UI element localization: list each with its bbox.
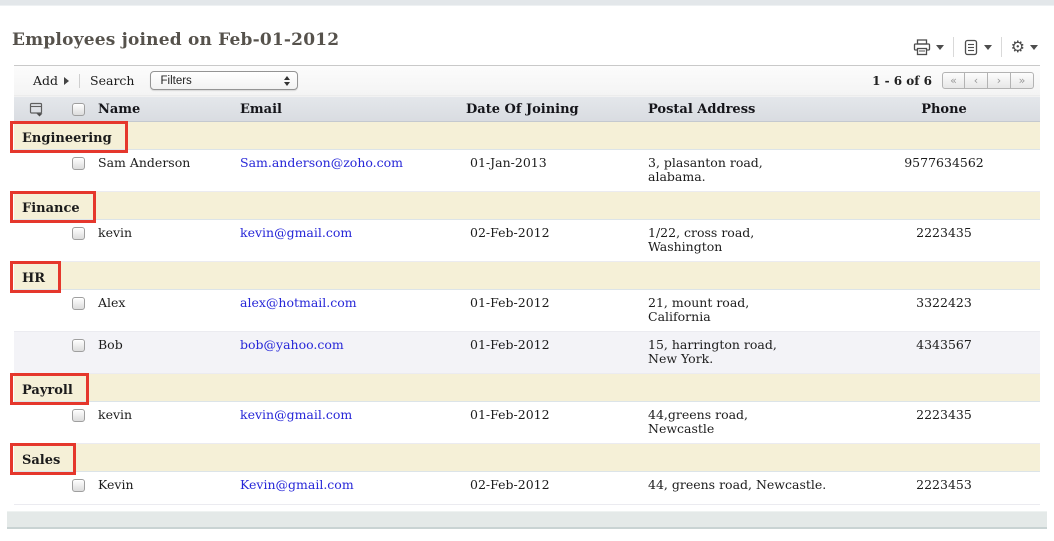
group-row (14, 262, 1040, 290)
address-line: New York. (648, 351, 714, 366)
select-all-checkbox[interactable] (72, 103, 85, 116)
address-line: 44, greens road, Newcastle. (648, 477, 827, 492)
gear-icon: ⚙ (1010, 37, 1025, 56)
group-row (14, 374, 1040, 402)
search-button[interactable]: Search (90, 73, 135, 88)
cell-name: Bob (98, 337, 123, 352)
cell-email (240, 408, 466, 422)
cell-postal-address (648, 226, 884, 254)
header-actions (913, 37, 1038, 57)
email-link[interactable]: Kevin@gmail.com (240, 477, 354, 492)
table-row (14, 150, 1040, 192)
cell-name: kevin (98, 407, 133, 422)
cell-date-of-joining: 02-Feb-2012 (470, 225, 550, 240)
row-checkbox[interactable] (72, 409, 85, 422)
cell-phone: 2223435 (916, 225, 972, 240)
address-line: California (648, 309, 711, 324)
email-link[interactable]: kevin@gmail.com (240, 225, 353, 240)
table-row (14, 290, 1040, 332)
last-page-button[interactable]: » (1011, 72, 1034, 89)
records-table (14, 96, 1040, 505)
cell-date-of-joining: 01-Feb-2012 (470, 295, 550, 310)
cell-date-of-joining: 01-Jan-2013 (470, 155, 547, 170)
cell-email (240, 156, 466, 170)
cell-date-of-joining: 02-Feb-2012 (470, 477, 550, 492)
address-line: 3, plasanton road, (648, 155, 763, 170)
prev-page-button[interactable]: ‹ (965, 72, 988, 89)
address-line: Washington (648, 239, 723, 254)
group-highlight-box (10, 191, 96, 223)
row-checkbox[interactable] (72, 157, 85, 170)
chevron-down-icon (984, 45, 992, 50)
pager (942, 72, 1034, 89)
group-highlight-box (10, 443, 76, 475)
email-link[interactable]: Sam.anderson@zoho.com (240, 155, 404, 170)
filters-value: Filters (160, 74, 192, 87)
address-line: 44,greens road, (648, 407, 749, 422)
cell-phone: 2223435 (916, 407, 972, 422)
print-menu-button[interactable] (913, 39, 944, 56)
page-title: Employees joined on Feb-01-2012 (12, 30, 340, 50)
document-icon (963, 39, 979, 56)
divider (1001, 37, 1002, 57)
cell-date-of-joining: 01-Feb-2012 (470, 337, 550, 352)
settings-menu-button[interactable] (1011, 39, 1038, 55)
address-line: 15, harrington road, (648, 337, 777, 352)
cell-phone: 3322423 (916, 295, 972, 310)
email-link[interactable]: alex@hotmail.com (240, 295, 357, 310)
column-header-date-of-joining: Date Of Joining (466, 101, 579, 117)
column-chooser-button[interactable] (14, 102, 60, 117)
cell-postal-address (648, 478, 884, 492)
column-header-name: Name (98, 101, 141, 117)
checkbox-cell (60, 296, 98, 310)
printer-icon (913, 39, 931, 56)
group-highlight-box (10, 121, 128, 153)
row-checkbox[interactable] (72, 297, 85, 310)
group-label: Sales (22, 453, 61, 468)
group-row (14, 444, 1040, 472)
filters-dropdown[interactable] (150, 71, 298, 90)
row-checkbox[interactable] (72, 227, 85, 240)
next-page-button[interactable]: › (988, 72, 1011, 89)
table-body (14, 122, 1040, 505)
cell-name: Alex (98, 295, 126, 310)
checkbox-cell (60, 156, 98, 170)
group-label: Finance (22, 201, 80, 216)
cell-postal-address (648, 338, 884, 366)
checkbox-cell (60, 338, 98, 352)
cell-phone: 9577634562 (904, 155, 984, 170)
toolbar-left (14, 71, 298, 90)
cell-email (240, 226, 466, 240)
cell-phone: 4343567 (916, 337, 972, 352)
column-header-email: Email (240, 101, 282, 117)
group-label: Engineering (22, 131, 112, 146)
divider (953, 37, 954, 57)
toolbar-right (872, 72, 1040, 89)
view-menu-button[interactable] (963, 39, 992, 56)
cell-name: Sam Anderson (98, 155, 191, 170)
footer-bar (7, 511, 1047, 529)
add-label: Add (33, 73, 59, 88)
checkbox-cell (60, 226, 98, 240)
cell-email (240, 478, 466, 492)
cell-phone: 2223453 (916, 477, 972, 492)
add-button[interactable] (33, 73, 69, 88)
column-header-phone: Phone (921, 101, 967, 117)
group-highlight-box (10, 261, 61, 293)
row-checkbox[interactable] (72, 339, 85, 352)
first-page-button[interactable]: « (942, 72, 965, 89)
divider (79, 74, 80, 88)
toolbar (14, 65, 1040, 96)
stepper-icon (284, 76, 290, 86)
table-row (14, 472, 1040, 505)
column-header-postal-address: Postal Address (648, 101, 756, 117)
cell-name: kevin (98, 225, 133, 240)
pagination-range: 1 - 6 of 6 (872, 73, 932, 88)
checkbox-cell (60, 478, 98, 492)
title-area (0, 6, 1054, 65)
cell-date-of-joining: 01-Feb-2012 (470, 407, 550, 422)
chevron-down-icon (1030, 45, 1038, 50)
cell-email (240, 296, 466, 310)
group-label: HR (22, 271, 46, 286)
column-chooser-icon (29, 102, 45, 117)
address-line: 1/22, cross road, (648, 225, 755, 240)
checkbox-cell (60, 408, 98, 422)
address-line: 21, mount road, (648, 295, 750, 310)
group-row (14, 122, 1040, 150)
email-link[interactable]: bob@yahoo.com (240, 337, 344, 352)
table-row (14, 220, 1040, 262)
email-link[interactable]: kevin@gmail.com (240, 407, 353, 422)
triangle-right-icon (64, 77, 69, 85)
row-checkbox[interactable] (72, 479, 85, 492)
table-row (14, 332, 1040, 374)
cell-name: Kevin (98, 477, 134, 492)
cell-postal-address (648, 408, 884, 436)
group-row (14, 192, 1040, 220)
group-highlight-box (10, 373, 89, 405)
table-row (14, 402, 1040, 444)
group-label: Payroll (22, 383, 73, 398)
address-line: alabama. (648, 169, 706, 184)
table-header-row (14, 96, 1040, 122)
cell-postal-address (648, 156, 884, 184)
chevron-down-icon (936, 45, 944, 50)
cell-postal-address (648, 296, 884, 324)
cell-email (240, 338, 466, 352)
address-line: Newcastle (648, 421, 715, 436)
